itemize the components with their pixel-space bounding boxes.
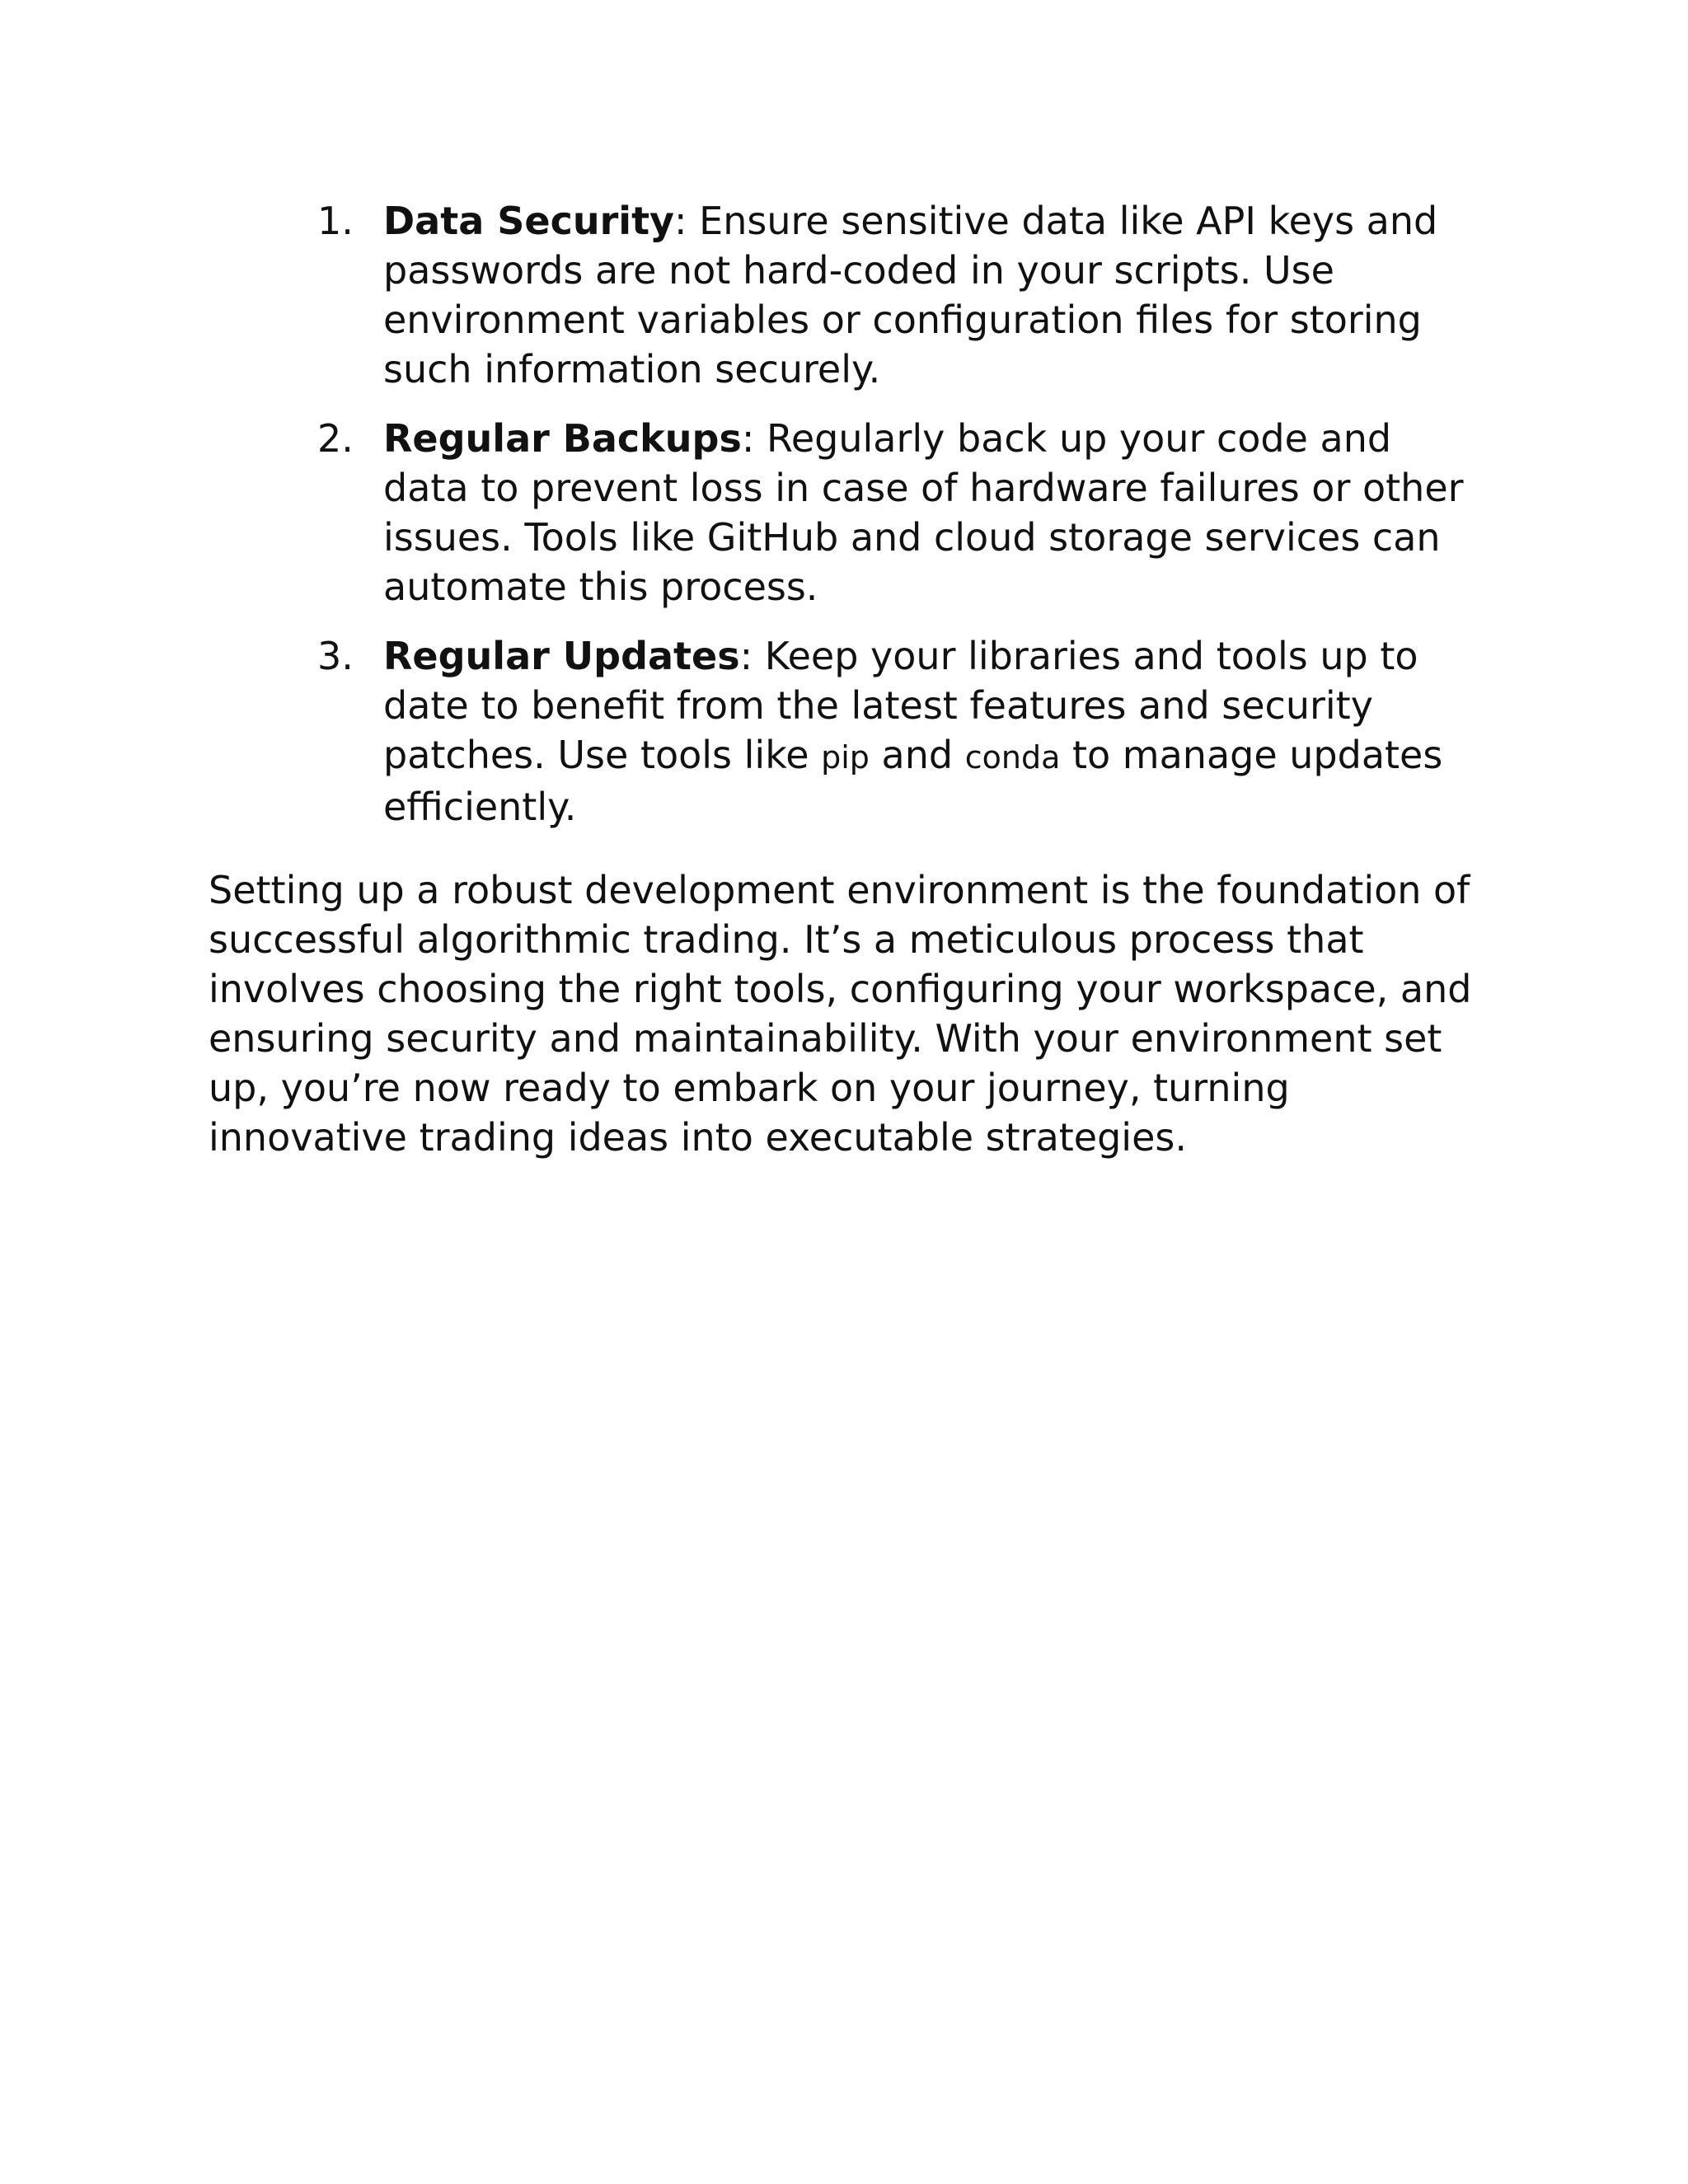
list-separator: : [674, 199, 687, 243]
list-text: Ensure sensitive data like API keys and passwords are not hard-coded in your scripts. Use environment variables or configuration files for storing such information securely. [383, 199, 1438, 391]
list-term: Regular Updates [383, 634, 740, 678]
numbered-list [317, 196, 1488, 851]
list-separator: : [739, 634, 753, 678]
list-text: and [869, 733, 965, 777]
list-item [317, 631, 1488, 832]
list-text: Regularly back up your code and data to prevent loss in case of hardware failures or other issues. Tools like GitHub and cloud storage services can automate this process. [383, 416, 1464, 609]
list-item [317, 196, 1488, 394]
code-pip: pip [821, 739, 870, 776]
body-paragraph: Setting up a robust development environment is the foundation of successful algorithmic trading. It’s a meticulous process that involves choosing the right tools, configuring your workspace, and ensuring security and maintainability. With your environment set up, you’re now ready to embark on your journey, turning innovative trading ideas into executable strategies. [209, 868, 1472, 1160]
code-conda: conda [964, 739, 1061, 776]
list-text: to manage updates efficiently. [383, 733, 1443, 829]
list-item [317, 414, 1488, 612]
list-number: 3. [317, 634, 354, 678]
list-term: Data Security [383, 199, 675, 243]
list-text: Keep your libraries and tools up to date to benefit from the latest features and security patches. Use tools like [383, 634, 1418, 777]
list-number: 1. [317, 199, 354, 243]
list-separator: : [741, 416, 755, 461]
list-term: Regular Backups [383, 416, 742, 461]
list-number: 2. [317, 416, 354, 461]
